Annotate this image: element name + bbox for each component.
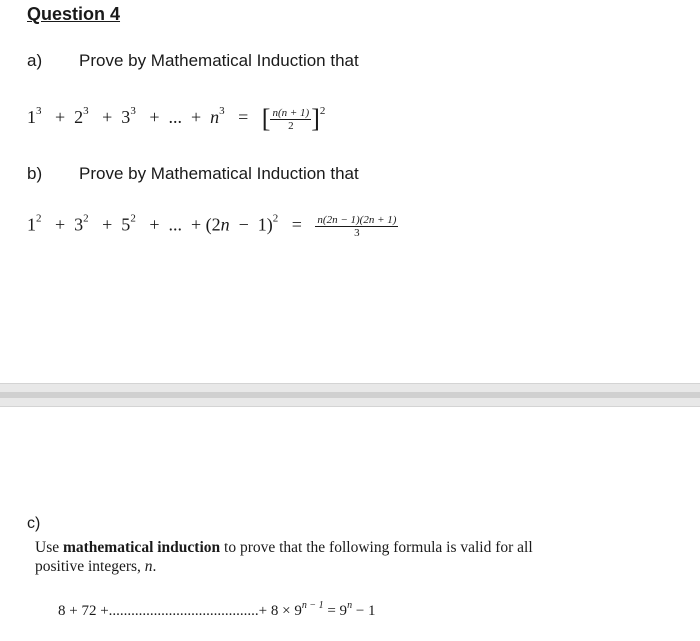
part-b-fraction: $\frac{n(2n - 1)(2n + 1)}{3}$ [317, 214, 397, 239]
part-a-fraction: $\frac{n(n + 1)}{2}$ [272, 106, 310, 132]
part-a-statement: Prove by Mathematical Induction that [79, 51, 359, 70]
part-c-formula: 8 + 72 +........................................+ $8 \times 9^{n - 1} = 9^n - 1$ [58, 600, 376, 619]
section-divider [0, 383, 700, 407]
part-a-label: a) [27, 51, 43, 70]
part-c-paragraph: Use mathematical induction to prove that the following formula is valid for all positive integers, n. [35, 539, 533, 575]
part-b-label: b) [27, 164, 43, 183]
part-b-statement: Prove by Mathematical Induction that [79, 164, 359, 183]
part-b-equation: $1^2 + 3^2 + 5^2$ + ... + $(2n - 1)^2$ = $\frac{n(2n - 1)(2n + 1)}{3}$ [27, 212, 397, 239]
part-c-label: c) [27, 515, 41, 532]
part-a-equation: $1^3 + 2^3 + 3^3$ + ... + $n^3$ = [ $\frac{n(n + 1)}{2}$ ]$^2$ [27, 104, 326, 133]
question-title: Question 4 [27, 4, 121, 24]
